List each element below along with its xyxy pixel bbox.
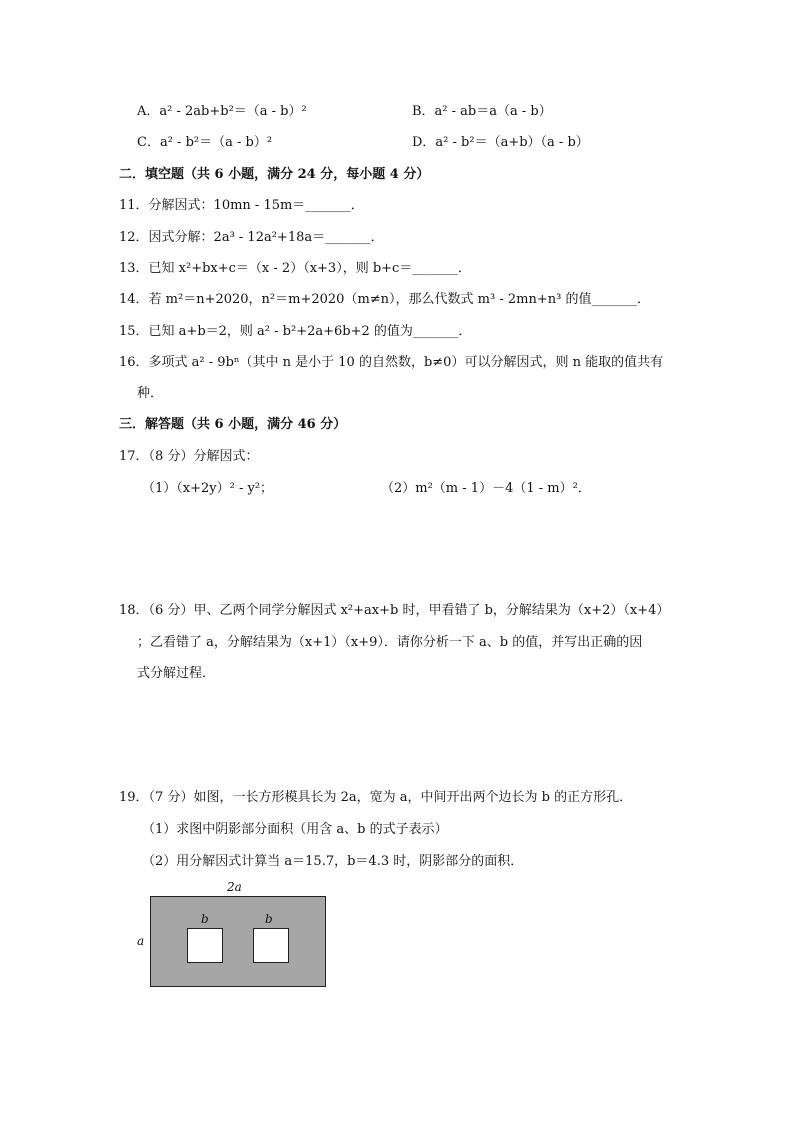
shaded-rectangle	[150, 896, 326, 987]
question-17-part-2: （2）m²（m - 1）－4（1 - m）²．	[381, 481, 591, 496]
question-18-line-1: 18．（6 分）甲、乙两个同学分解因式 x²+ax+b 时，甲看错了 b，分解结果为（x+2）（x+4）	[119, 603, 670, 618]
section-2-title: 二．填空题（共 6 小题，满分 24 分，每小题 4 分）	[119, 167, 430, 182]
question-19-part-2: （2）用分解因式计算当 a＝15.7，b＝4.3 时，阴影部分的面积．	[142, 854, 524, 869]
question-13: 13．已知 x²+bx+c＝（x - 2）（x+3），则 b+c＝_______．	[119, 261, 471, 276]
question-17-part-1: （1）（x+2y）² - y²；	[142, 481, 274, 496]
square-hole-1	[187, 928, 223, 963]
hole-1-label: b	[201, 912, 209, 926]
option-d: D．a² - b²＝（a+b）（a - b）	[412, 135, 589, 150]
option-a: A．a² - 2ab+b²＝（a - b）²	[137, 104, 307, 119]
option-b: B．a² - ab＝a（a - b）	[412, 104, 552, 119]
question-18-line-2: ；乙看错了 a，分解结果为（x+1）（x+9）．请你分析一下 a、b 的值，并写出正确的因	[137, 635, 643, 650]
hole-2-label: b	[265, 912, 273, 926]
square-hole-2	[253, 928, 289, 963]
question-19-stem: 19．（7 分）如图，一长方形模具长为 2a，宽为 a，中间开出两个边长为 b 的正方形孔．	[119, 790, 633, 805]
figure-length-label: 2a	[227, 880, 242, 894]
question-15: 15．已知 a+b＝2，则 a² - b²+2a+6b+2 的值为_______．	[119, 324, 472, 339]
question-12: 12．因式分解：2a³ - 12a²+18a＝_______．	[119, 230, 384, 245]
question-17-stem: 17．（8 分）分解因式：	[119, 449, 259, 464]
section-3-title: 三．解答题（共 6 小题，满分 46 分）	[119, 417, 347, 432]
question-14: 14．若 m²＝n+2020，n²＝m+2020（m≠n），那么代数式 m³ - 2mn+n³ 的值_______．	[119, 292, 650, 307]
question-16-line-1: 16．多项式 a² - 9bⁿ（其中 n 是小于 10 的自然数，b≠0）可以分解因式，则 n 能取的值共有	[119, 355, 664, 370]
question-19-part-1: （1）求图中阴影部分面积（用含 a、b 的式子表示）	[142, 822, 448, 837]
option-c: C．a² - b²＝（a - b）²	[137, 135, 273, 150]
question-11: 11．分解因式：10mn - 15m＝_______．	[119, 198, 364, 213]
figure-width-label: a	[137, 934, 145, 948]
question-18-line-3: 式分解过程．	[137, 666, 216, 681]
question-16-line-2: 种．	[137, 386, 164, 401]
